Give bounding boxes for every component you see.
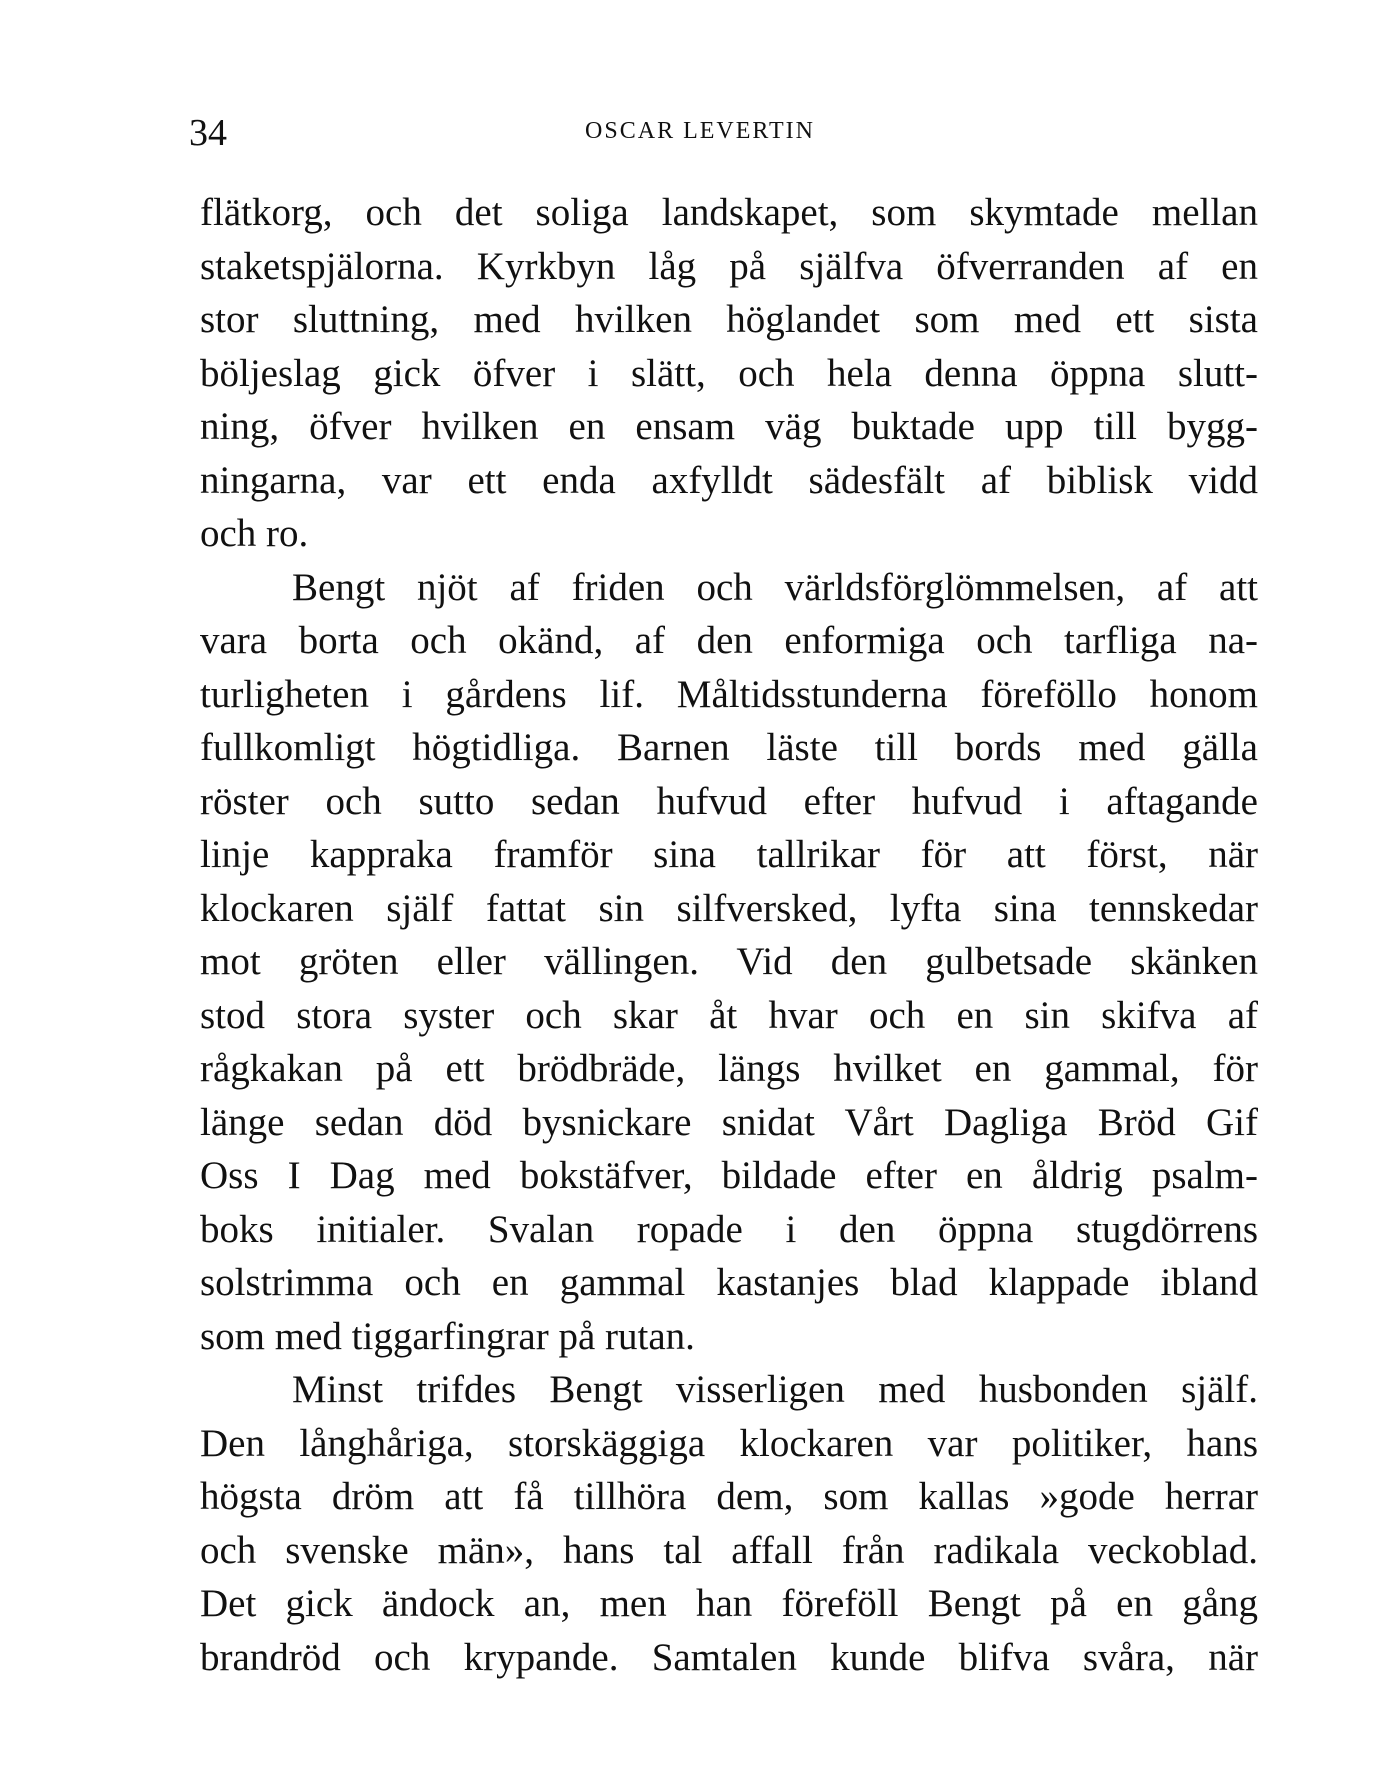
text-line: stod stora syster och skar åt hvar och en sin skifva af [200, 993, 1258, 1037]
text-line: Oss I Dag med bokstäfver, bildade efter en åldrig psalm- [200, 1154, 1258, 1197]
running-title: OSCAR LEVERTIN [585, 118, 815, 144]
paragraph [200, 561, 1258, 1364]
text-line: mot gröten eller vällingen. Vid den gulbetsade skänken [200, 940, 1258, 983]
text-line: som med tiggarfingrar på rutan. [200, 1314, 695, 1358]
text-line: solstrimma och en gammal kastanjes blad klappade ibland [200, 1261, 1258, 1304]
text-line: linje kappraka framför sina tallrikar för att först, när [200, 833, 1258, 876]
text-line: och ro. [200, 512, 309, 555]
text-line: ning, öfver hvilken en ensam väg buktade upp till bygg- [200, 405, 1258, 448]
text-line: rågkakan på ett brödbräde, längs hvilket en gammal, för [200, 1047, 1258, 1090]
text-line: och svenske män», hans tal affall från radikala veckoblad. [200, 1528, 1258, 1572]
text-line: boks initialer. Svalan ropade i den öppna stugdörrens [200, 1207, 1258, 1251]
text-line: turligheten i gårdens lif. Måltidsstunderna föreföllo honom [200, 672, 1258, 716]
text-line: ningarna, var ett enda axfylldt sädesfält af biblisk vidd [200, 458, 1258, 502]
paragraph [200, 1363, 1258, 1684]
text-line: Den långhåriga, storskäggiga klockaren var politiker, hans [200, 1421, 1258, 1465]
text-line: böljeslag gick öfver i slätt, och hela denna öppna slutt- [200, 351, 1258, 395]
text-line: Bengt njöt af friden och världsförglömmelsen, af att [292, 565, 1258, 609]
text-line: högsta dröm att få tillhöra dem, som kallas »gode herrar [200, 1475, 1258, 1518]
text-line: brandröd och krypande. Samtalen kunde blifva svåra, när [200, 1635, 1258, 1679]
body-text [200, 186, 1258, 1684]
text-line: flätkorg, och det soliga landskapet, som skymtade mellan [200, 191, 1258, 234]
text-line: klockaren själf fattat sin silfversked, lyfta sina tennskedar [200, 886, 1258, 930]
text-line: Minst trifdes Bengt visserligen med husbonden själf. [292, 1368, 1258, 1411]
text-line: stor sluttning, med hvilken höglandet som med ett sista [200, 298, 1258, 341]
text-line: länge sedan död bysnickare snidat Vårt Dagliga Bröd Gif [200, 1100, 1258, 1144]
page-number: 34 [189, 112, 227, 154]
text-line: staketspjälorna. Kyrkbyn låg på själfva öfverranden af en [200, 244, 1258, 288]
text-line: röster och sutto sedan hufvud efter hufvud i aftagande [200, 779, 1258, 823]
text-line: Det gick ändock an, men han föreföll Bengt på en gång [200, 1582, 1258, 1625]
paragraph [200, 186, 1258, 561]
text-line: vara borta och okänd, af den enformiga och tarfliga na- [200, 619, 1258, 662]
text-line: fullkomligt högtidliga. Barnen läste till bords med gälla [200, 726, 1258, 769]
